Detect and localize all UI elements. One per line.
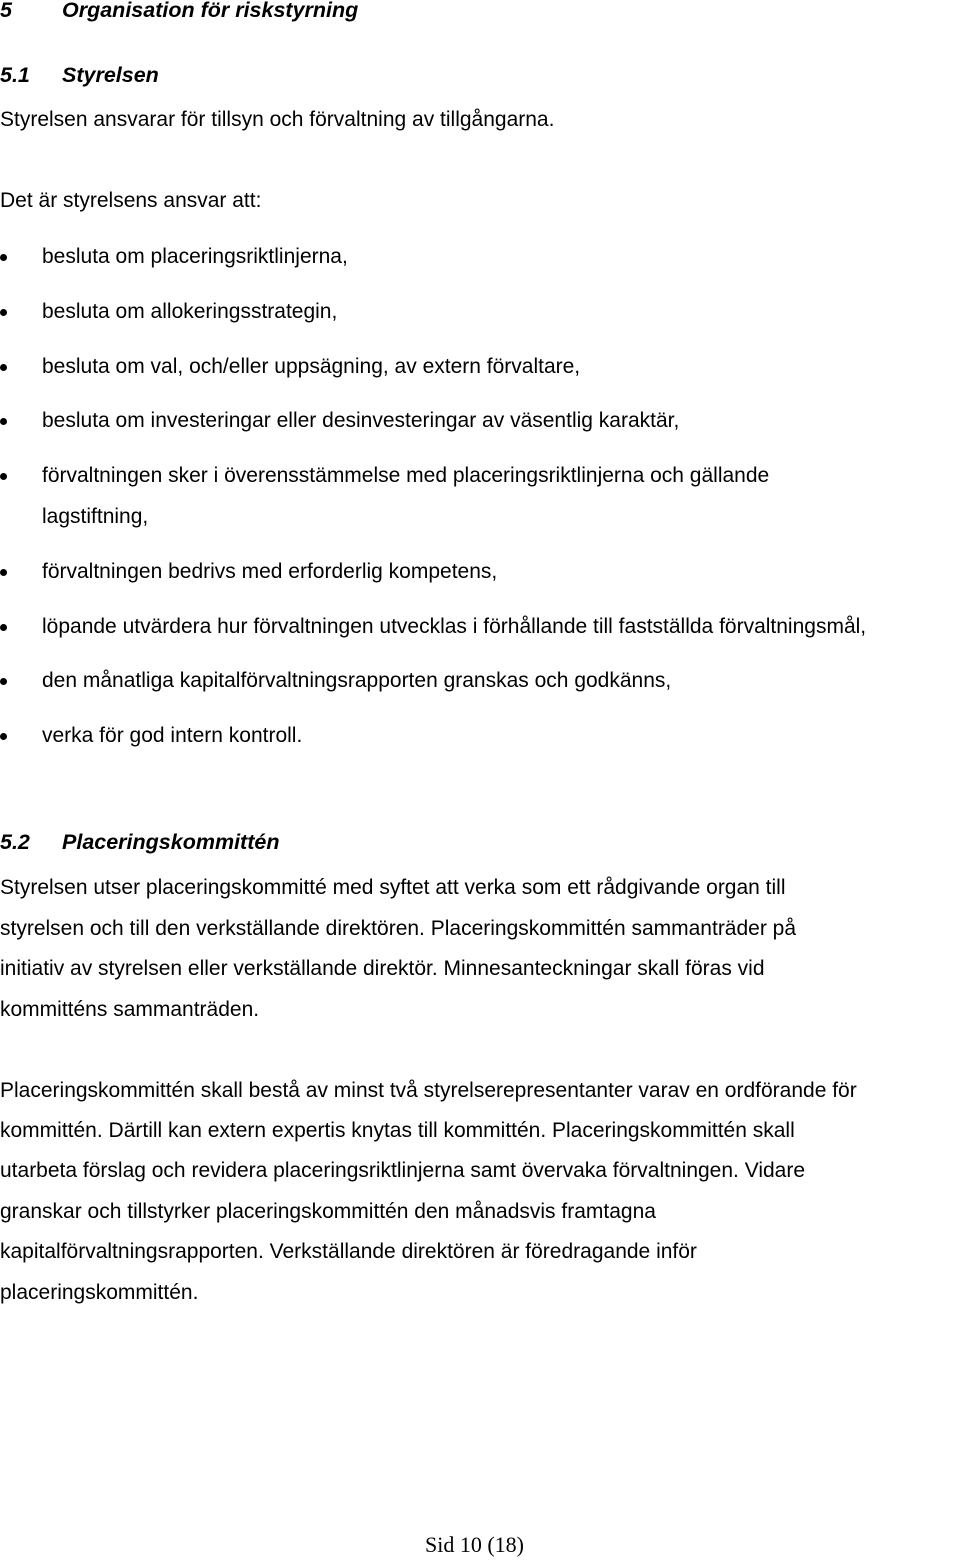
bullet-icon	[0, 309, 7, 316]
bullet-icon	[0, 473, 7, 480]
list-item-text: verka för god intern kontroll.	[42, 724, 303, 747]
section-5-heading	[0, 0, 358, 23]
paragraph-line: Styrelsen utser placeringskommitté med syftet att verka som ett rådgivande organ till	[0, 876, 786, 899]
bullet-icon	[0, 678, 7, 685]
list-item-text: besluta om placeringsriktlinjerna,	[42, 245, 348, 268]
bullet-icon	[0, 364, 7, 371]
section-5-2-number: 5.2	[0, 830, 30, 854]
section-5-number: 5	[0, 0, 12, 22]
paragraph-line: utarbeta förslag och revidera placeringsriktlinjerna samt övervaka förvaltningen. Vidare	[0, 1159, 806, 1182]
list-item-text: löpande utvärdera hur förvaltningen utvecklas i förhållande till fastställda förvaltningsmål,	[42, 615, 867, 638]
bullet-icon	[0, 733, 7, 740]
bullet-icon	[0, 418, 7, 425]
section-5-1-lead: Det är styrelsens ansvar att:	[0, 189, 262, 212]
paragraph-line: styrelsen och till den verkställande direktören. Placeringskommittén sammanträder på	[0, 917, 797, 940]
bullet-icon	[0, 569, 7, 576]
paragraph-line: placeringskommittén.	[0, 1281, 199, 1304]
bullet-icon	[0, 254, 7, 261]
paragraph-line: Placeringskommittén skall bestå av minst två styrelserepresentanter varav en ordförande för	[0, 1079, 857, 1102]
list-item-text: den månatliga kapitalförvaltningsrapporten granskas och godkänns,	[42, 669, 672, 692]
list-item-text: förvaltningen bedrivs med erforderlig kompetens,	[42, 560, 498, 583]
section-5-2-heading	[0, 829, 279, 855]
section-5-title: Organisation för riskstyrning	[62, 0, 359, 22]
paragraph-line: initiativ av styrelsen eller verkställande direktör. Minnesanteckningar skall föras vid	[0, 957, 765, 980]
list-item-text: besluta om val, och/eller uppsägning, av extern förvaltare,	[42, 355, 581, 378]
section-5-1-intro: Styrelsen ansvarar för tillsyn och förvaltning av tillgångarna.	[0, 108, 555, 131]
section-5-1-number: 5.1	[0, 63, 30, 87]
bullet-icon	[0, 624, 7, 631]
list-item-text: förvaltningen sker i överensstämmelse med placeringsriktlinjerna och gällande	[42, 464, 770, 487]
paragraph-line: kommittén. Därtill kan extern expertis knytas till kommittén. Placeringskommittén skall	[0, 1119, 795, 1142]
section-5-1-title: Styrelsen	[62, 63, 159, 87]
paragraph-line: kapitalförvaltningsrapporten. Verkställande direktören är föredragande inför	[0, 1240, 697, 1263]
section-5-2-title: Placeringskommittén	[62, 830, 280, 854]
list-item-text: besluta om allokeringsstrategin,	[42, 300, 338, 323]
list-item-text: besluta om investeringar eller desinvesteringar av väsentlig karaktär,	[42, 409, 680, 432]
list-item-text-continued: lagstiftning,	[42, 505, 149, 528]
paragraph-line: kommitténs sammanträden.	[0, 998, 260, 1021]
page-number: Sid 10 (18)	[425, 1532, 524, 1557]
section-5-1-heading	[0, 62, 159, 88]
paragraph-line: granskar och tillstyrker placeringskommittén den månadsvis framtagna	[0, 1200, 656, 1223]
